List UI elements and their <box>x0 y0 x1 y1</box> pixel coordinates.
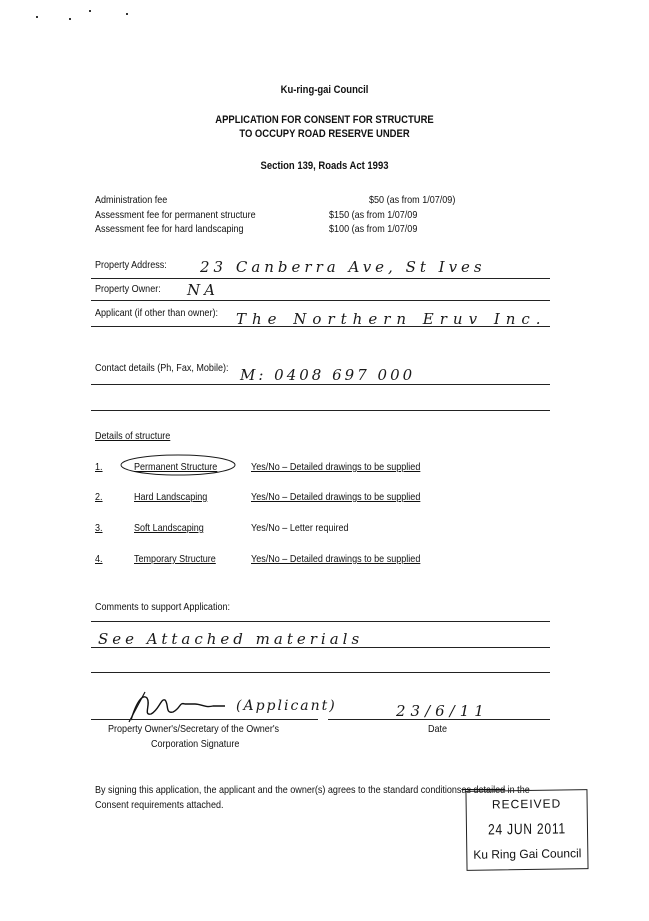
form-title-line2: TO OCCUPY ROAD RESERVE UNDER <box>239 128 410 140</box>
date-line <box>328 719 550 720</box>
footer-struck-text: as detailed <box>461 784 506 796</box>
fee-amount-admin: $50 (as from 1/07/09) <box>369 194 456 206</box>
form-title-line1: APPLICATION FOR CONSENT FOR STRUCTURE <box>215 114 434 126</box>
signature-line <box>91 719 318 720</box>
structure-item-4-option[interactable]: Yes/No – Detailed drawings to be supplied <box>251 553 421 565</box>
stamp-date: 24 JUN 2011 <box>487 820 567 839</box>
scan-speck <box>126 13 128 15</box>
structure-item-2-name[interactable]: Hard Landscaping <box>134 491 208 503</box>
date-label: Date <box>428 723 448 735</box>
fee-label-hard: Assessment fee for hard landscaping <box>95 223 244 235</box>
contact-line-2 <box>91 410 550 411</box>
structure-item-1-option[interactable]: Yes/No – Detailed drawings to be supplied <box>251 461 421 473</box>
stamp-council: Ku Ring Gai Council <box>473 846 582 862</box>
applicant-value[interactable]: The Northern Eruv Inc. <box>236 310 547 328</box>
footer-line2: Consent requirements attached. <box>95 799 224 811</box>
structure-item-1-num: 1. <box>95 461 103 473</box>
structure-item-3-option[interactable]: Yes/No – Letter required <box>251 522 349 534</box>
fee-label-permanent: Assessment fee for permanent structure <box>95 209 256 221</box>
structure-item-4-name[interactable]: Temporary Structure <box>134 553 216 565</box>
structure-heading: Details of structure <box>95 430 171 442</box>
property-address-value[interactable]: 23 Canberra Ave, St Ives <box>200 258 486 276</box>
fee-amount-permanent: $150 (as from 1/07/09 <box>329 209 418 221</box>
comments-value[interactable]: See Attached materials <box>98 630 364 648</box>
date-value[interactable]: 23/6/11 <box>396 702 489 720</box>
scan-speck <box>89 10 91 12</box>
footer-line1-text: By signing this application, the applicant and the owner(s) agrees to the standard conditions <box>95 784 462 796</box>
signer-label-line2: Corporation Signature <box>151 738 240 750</box>
contact-value[interactable]: M: 0408 697 000 <box>240 366 416 384</box>
fee-amount-hard: $100 (as from 1/07/09 <box>329 223 418 235</box>
comments-line-2 <box>91 647 550 648</box>
comments-label: Comments to support Application: <box>95 601 231 613</box>
footer-line1-end: in the <box>505 784 530 796</box>
structure-item-2-num: 2. <box>95 491 103 503</box>
applicant-line <box>91 326 550 327</box>
property-owner-label: Property Owner: <box>95 283 161 295</box>
structure-item-3-name[interactable]: Soft Landscaping <box>134 522 204 534</box>
structure-item-3-num: 3. <box>95 522 103 534</box>
council-name: Ku-ring-gai Council <box>280 84 369 96</box>
scan-speck <box>36 16 38 18</box>
received-stamp <box>465 789 588 871</box>
stamp-received: RECEIVED <box>491 796 562 812</box>
structure-item-4-num: 4. <box>95 553 103 565</box>
signature-applicant-note: (Applicant) <box>236 698 337 714</box>
contact-line-1 <box>91 384 550 385</box>
property-owner-value[interactable]: NA <box>187 281 219 299</box>
property-address-label: Property Address: <box>95 259 167 271</box>
signer-label-line1: Property Owner's/Secretary of the Owner's <box>108 723 280 735</box>
scan-speck <box>69 18 71 20</box>
fee-label-admin: Administration fee <box>95 194 168 206</box>
structure-item-1-name[interactable]: Permanent Structure <box>134 461 218 473</box>
form-section: Section 139, Roads Act 1993 <box>260 160 389 172</box>
comments-line-1 <box>91 621 550 622</box>
comments-line-3 <box>91 672 550 673</box>
property-owner-line <box>91 300 550 301</box>
structure-item-2-option[interactable]: Yes/No – Detailed drawings to be supplied <box>251 491 421 503</box>
contact-label: Contact details (Ph, Fax, Mobile): <box>95 362 229 374</box>
applicant-label: Applicant (if other than owner): <box>95 307 218 319</box>
property-address-line <box>91 278 550 279</box>
